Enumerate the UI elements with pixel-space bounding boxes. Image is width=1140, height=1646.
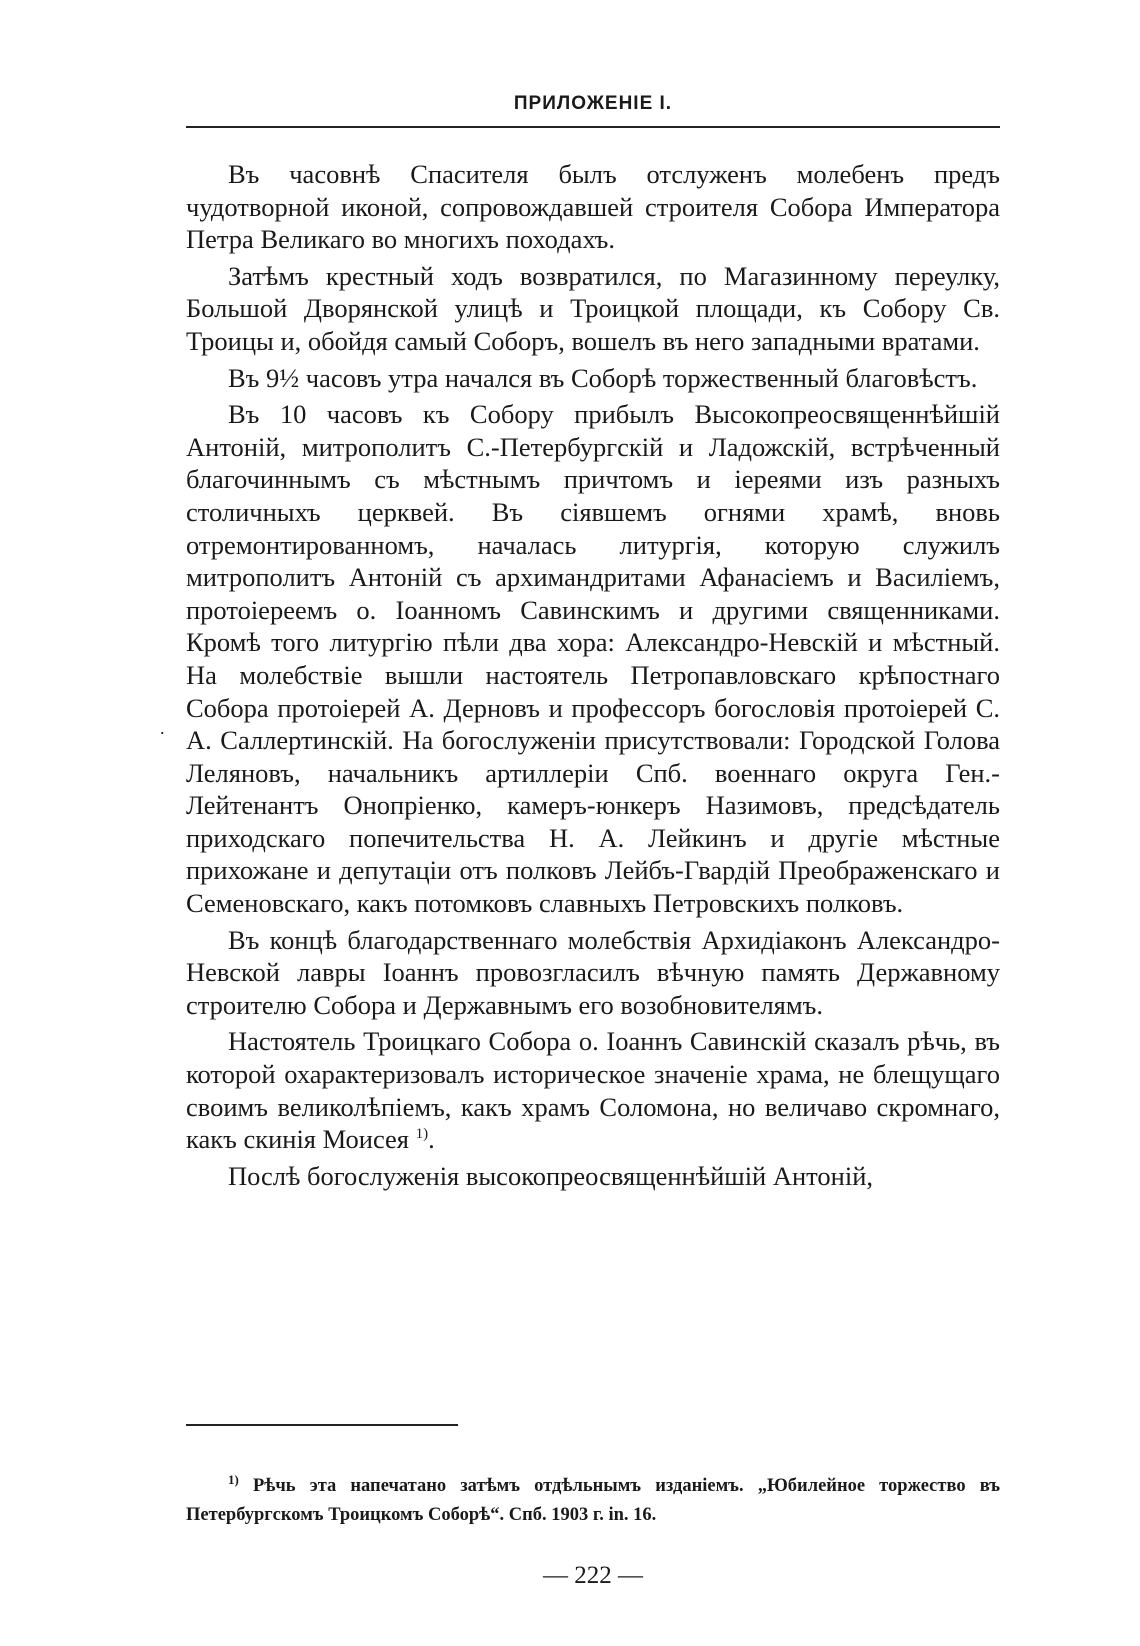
paragraph: Въ часовнѣ Спасителя былъ отслуженъ молебенъ предъ чудотворной иконой, сопровождавшей строителя Собора Императора Петра Великаго во многихъ походахъ. — [186, 159, 1000, 255]
paragraph: Послѣ богослуженія высокопреосвященнѣйшій Антоній, — [228, 1160, 874, 1191]
page-number: — 222 — — [543, 1562, 643, 1589]
paragraph-text: Настоятель Троицкаго Собора о. Іоаннъ Савинскій сказалъ рѣчь, въ которой охарактеризовалъ историческое значеніе храма, не блещущаго своимъ великолѣпіемъ, какъ храмъ Соломона, но величаво скромнаго, какъ скинія Моисея — [186, 1026, 1000, 1155]
footnote-reference[interactable]: 1) — [415, 1126, 429, 1143]
paragraph: Въ 10 часовъ къ Собору прибылъ Высокопреосвященнѣйшій Антоній, митрополитъ С.-Петербургскій и Ладожскій, встрѣченный благочиннымъ съ мѣстнымъ причтомъ и іереями изъ разныхъ столичныхъ церквей. Въ сіявшемъ огнями храмѣ, вновь отремонтированномъ, началась литургія, которую служилъ митрополитъ Антоній съ архимандритами Афанасіемъ и Василіемъ, протоіереемъ о. Іоанномъ Савинскимъ и другими священниками. Кромѣ того литургію пѣли два хора: Александро-Невскій и мѣстный. На молебствіе вышли настоятель Петропавловскаго крѣпостнаго Собора протоіерей А. Дерновъ и профессоръ богословія протоіерей С. А. Саллертинскій. На богослуженіи присутствовали: Городской Голова Леляновъ, начальникъ артиллеріи Спб. военнаго округа Ген.-Лейтенантъ Онопріенко, камеръ-юнкеръ Назимовъ, предсѣдатель приходскаго попечительства Н. А. Лейкинъ и другіе мѣстные прихожане и депутаціи отъ полковъ Лейбъ-Гвардій Преображенскаго и Семеновскаго, какъ потомковъ славныхъ Петровскихъ полковъ. — [186, 399, 1000, 919]
paragraph: Затѣмъ крестный ходъ возвратился, по Магазинному переулку, Большой Дворянской улицѣ и Троицкой площади, къ Собору Св. Троицы и, обойдя самый Соборъ, вошелъ въ него западными вратами. — [186, 260, 1000, 356]
header-rule — [186, 126, 1000, 128]
footnote — [186, 1472, 1000, 1530]
paragraph: Въ 9½ часовъ утра начался въ Соборѣ торжественный благовѣстъ. — [228, 362, 978, 393]
footnote-rule — [186, 1424, 458, 1426]
footnote-text: Рѣчь эта напечатано затѣмъ отдѣльнымъ изданіемъ. „Юбилейное торжество въ Петербургскомъ Троицкомъ Соборѣ“. Спб. 1903 г. in. 16. — [186, 1476, 1001, 1525]
paragraph-end: . — [428, 1124, 435, 1155]
footnote-marker: 1) — [228, 1471, 239, 1487]
margin-speck: . — [160, 718, 165, 738]
main-text — [186, 158, 1000, 1196]
running-title: ПРИЛОЖЕНІЕ I. — [513, 93, 673, 114]
paragraph-with-footnote — [186, 1025, 1000, 1155]
paragraph: Въ концѣ благодарственнаго молебствія Архидіаконъ Александро-Невской лавры Іоаннъ провозгласилъ вѣчную память Державному строителю Собора и Державнымъ его возобновителямъ. — [186, 924, 1000, 1020]
